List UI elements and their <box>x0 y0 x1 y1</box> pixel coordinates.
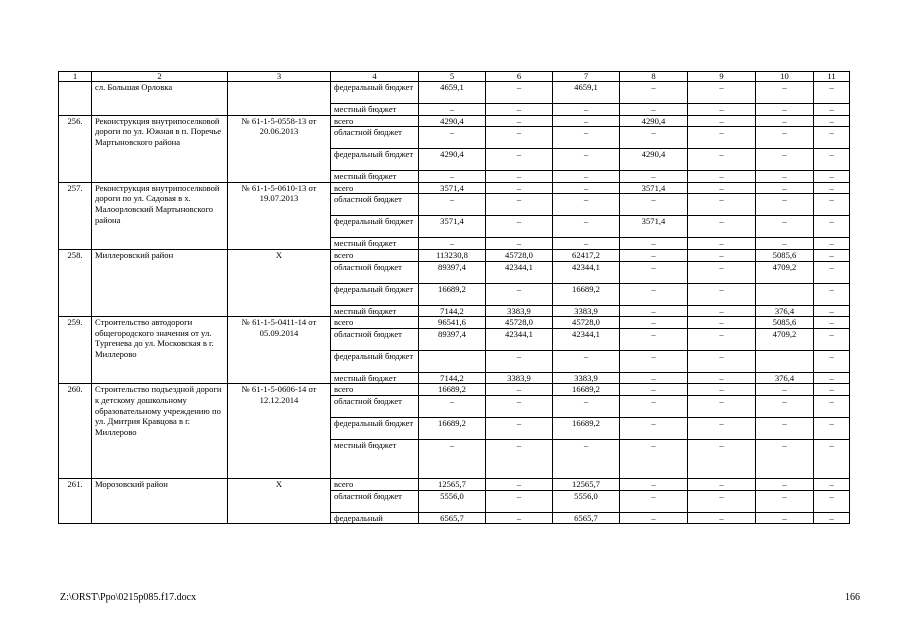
document-number: № 61-1-5-0610-13 от 19.07.2013 <box>228 182 331 249</box>
value-cell: 3571,4 <box>620 182 688 194</box>
value-cell: – <box>756 490 814 512</box>
funding-type: областной бюджет <box>331 490 419 512</box>
value-cell: – <box>620 317 688 329</box>
value-cell: – <box>553 104 620 116</box>
table-row <box>59 249 850 261</box>
object-name: Строительство подъездной дороги к детскому дошкольному образовательному учреждению по ул. Дмитрия Кравцова в г. Миллерово <box>92 384 228 479</box>
value-cell: – <box>688 171 756 183</box>
value-cell: – <box>419 194 486 216</box>
row-number: 259. <box>59 317 92 384</box>
value-cell: – <box>486 115 553 127</box>
funding-type: всего <box>331 384 419 396</box>
value-cell: 4659,1 <box>419 82 486 104</box>
value-cell: 6565,7 <box>553 512 620 524</box>
funding-type: федеральный <box>331 512 419 524</box>
value-cell: – <box>756 384 814 396</box>
value-cell: – <box>814 384 850 396</box>
value-cell: – <box>419 238 486 250</box>
value-cell: 42344,1 <box>553 328 620 350</box>
value-cell: – <box>486 395 553 417</box>
value-cell: – <box>814 490 850 512</box>
value-cell: – <box>756 395 814 417</box>
value-cell <box>419 350 486 372</box>
value-cell: 3383,9 <box>486 305 553 317</box>
value-cell: – <box>688 115 756 127</box>
value-cell: 4290,4 <box>620 115 688 127</box>
value-cell: – <box>814 149 850 171</box>
value-cell: – <box>620 439 688 478</box>
value-cell: – <box>620 104 688 116</box>
funding-type: областной бюджет <box>331 261 419 283</box>
value-cell: – <box>553 238 620 250</box>
value-cell: – <box>756 149 814 171</box>
table-row <box>59 478 850 490</box>
value-cell: 96541,6 <box>419 317 486 329</box>
value-cell: – <box>486 82 553 104</box>
value-cell: – <box>620 372 688 384</box>
value-cell: – <box>814 261 850 283</box>
value-cell: – <box>553 439 620 478</box>
value-cell: – <box>620 82 688 104</box>
table-row <box>59 82 850 104</box>
value-cell: – <box>756 512 814 524</box>
row-number: 258. <box>59 249 92 316</box>
funding-type: местный бюджет <box>331 372 419 384</box>
value-cell: – <box>688 384 756 396</box>
value-cell: – <box>688 104 756 116</box>
value-cell: – <box>814 238 850 250</box>
value-cell: – <box>419 395 486 417</box>
value-cell: – <box>814 249 850 261</box>
value-cell: – <box>553 149 620 171</box>
object-name: Миллеровский район <box>92 249 228 316</box>
object-name: Реконструкция внутрипоселковой дороги по ул. Южная в п. Поречье Мартыновского района <box>92 115 228 182</box>
row-number: 256. <box>59 115 92 182</box>
value-cell: 376,4 <box>756 305 814 317</box>
table-row <box>59 317 850 329</box>
file-path: Z:\ORST\Ppo\0215p085.f17.docx <box>60 592 197 603</box>
value-cell: – <box>553 182 620 194</box>
value-cell: – <box>486 104 553 116</box>
document-number: № 61-1-5-0606-14 от 12.12.2014 <box>228 384 331 479</box>
header-row <box>59 72 850 82</box>
value-cell: – <box>688 490 756 512</box>
value-cell: 12565,7 <box>553 478 620 490</box>
value-cell: 4290,4 <box>419 115 486 127</box>
value-cell: – <box>620 490 688 512</box>
value-cell: 376,4 <box>756 372 814 384</box>
value-cell: – <box>486 171 553 183</box>
object-name: сл. Большая Орловка <box>92 82 228 116</box>
header-cell: 4 <box>331 72 419 82</box>
funding-type: местный бюджет <box>331 305 419 317</box>
funding-type: всего <box>331 249 419 261</box>
value-cell <box>756 283 814 305</box>
value-cell: 4709,2 <box>756 261 814 283</box>
value-cell: – <box>756 82 814 104</box>
value-cell: – <box>688 149 756 171</box>
value-cell: – <box>814 115 850 127</box>
value-cell: – <box>688 238 756 250</box>
funding-type: федеральный бюджет <box>331 350 419 372</box>
value-cell: – <box>814 350 850 372</box>
funding-type: всего <box>331 317 419 329</box>
value-cell: 16689,2 <box>419 283 486 305</box>
value-cell: – <box>620 395 688 417</box>
value-cell: 12565,7 <box>419 478 486 490</box>
value-cell: – <box>814 512 850 524</box>
value-cell: – <box>553 395 620 417</box>
value-cell: – <box>486 283 553 305</box>
value-cell: – <box>620 417 688 439</box>
funding-type: местный бюджет <box>331 104 419 116</box>
header-cell: 6 <box>486 72 553 82</box>
funding-type: областной бюджет <box>331 127 419 149</box>
value-cell: – <box>419 127 486 149</box>
value-cell: – <box>688 417 756 439</box>
value-cell: – <box>814 216 850 238</box>
funding-type: областной бюджет <box>331 194 419 216</box>
value-cell: – <box>688 194 756 216</box>
value-cell: 16689,2 <box>553 417 620 439</box>
header-cell: 7 <box>553 72 620 82</box>
value-cell: – <box>756 182 814 194</box>
header-cell: 1 <box>59 72 92 82</box>
value-cell: – <box>419 171 486 183</box>
value-cell: 4290,4 <box>620 149 688 171</box>
value-cell: – <box>814 372 850 384</box>
funding-type: местный бюджет <box>331 439 419 478</box>
value-cell: 5556,0 <box>553 490 620 512</box>
value-cell: – <box>756 171 814 183</box>
value-cell: – <box>756 478 814 490</box>
value-cell: – <box>756 216 814 238</box>
value-cell: – <box>620 283 688 305</box>
value-cell: – <box>486 216 553 238</box>
row-number <box>59 82 92 116</box>
object-name: Морозовский район <box>92 478 228 523</box>
value-cell: 3571,4 <box>419 216 486 238</box>
value-cell <box>756 350 814 372</box>
value-cell: – <box>814 328 850 350</box>
funding-type: областной бюджет <box>331 328 419 350</box>
value-cell: – <box>620 478 688 490</box>
value-cell: – <box>688 82 756 104</box>
value-cell: – <box>756 417 814 439</box>
value-cell: – <box>814 317 850 329</box>
funding-type: всего <box>331 115 419 127</box>
value-cell: 16689,2 <box>419 384 486 396</box>
value-cell: – <box>688 216 756 238</box>
value-cell: – <box>688 283 756 305</box>
funding-type: всего <box>331 182 419 194</box>
value-cell: – <box>814 395 850 417</box>
value-cell: 16689,2 <box>553 283 620 305</box>
value-cell: – <box>620 384 688 396</box>
object-name: Реконструкция внутрипоселковой дороги по ул. Садовая в х. Малоорловский Мартыновского района <box>92 182 228 249</box>
value-cell: – <box>486 238 553 250</box>
value-cell: 3383,9 <box>553 305 620 317</box>
funding-type: местный бюджет <box>331 171 419 183</box>
value-cell: 113230,8 <box>419 249 486 261</box>
value-cell: – <box>620 249 688 261</box>
value-cell: 45728,0 <box>553 317 620 329</box>
value-cell: – <box>486 182 553 194</box>
value-cell: – <box>620 127 688 149</box>
object-name: Строительство автодороги общегородского значения от ул. Тургенева до ул. Московская в г. Миллерово <box>92 317 228 384</box>
funding-type: всего <box>331 478 419 490</box>
value-cell: – <box>688 305 756 317</box>
value-cell: 42344,1 <box>486 328 553 350</box>
value-cell: – <box>553 127 620 149</box>
value-cell: – <box>688 439 756 478</box>
value-cell: 5085,6 <box>756 249 814 261</box>
value-cell: – <box>553 171 620 183</box>
value-cell: 42344,1 <box>486 261 553 283</box>
value-cell: – <box>419 439 486 478</box>
value-cell: – <box>620 194 688 216</box>
table-row <box>59 182 850 194</box>
value-cell: – <box>688 512 756 524</box>
table-row <box>59 384 850 396</box>
value-cell: 3571,4 <box>620 216 688 238</box>
document-number <box>228 82 331 116</box>
value-cell: – <box>486 384 553 396</box>
value-cell: – <box>814 104 850 116</box>
header-cell: 5 <box>419 72 486 82</box>
value-cell: 3571,4 <box>419 182 486 194</box>
value-cell: 45728,0 <box>486 317 553 329</box>
value-cell: – <box>620 305 688 317</box>
value-cell: – <box>486 149 553 171</box>
value-cell: – <box>486 490 553 512</box>
row-number: 257. <box>59 182 92 249</box>
document-number: Х <box>228 249 331 316</box>
value-cell: – <box>688 350 756 372</box>
value-cell: 45728,0 <box>486 249 553 261</box>
value-cell: 7144,2 <box>419 305 486 317</box>
value-cell: 42344,1 <box>553 261 620 283</box>
value-cell: 3383,9 <box>553 372 620 384</box>
value-cell: – <box>688 478 756 490</box>
row-number: 260. <box>59 384 92 479</box>
page-number: 166 <box>845 592 860 603</box>
value-cell: – <box>553 350 620 372</box>
value-cell: 62417,2 <box>553 249 620 261</box>
value-cell: 16689,2 <box>553 384 620 396</box>
funding-type: местный бюджет <box>331 238 419 250</box>
funding-type: федеральный бюджет <box>331 82 419 104</box>
value-cell: 3383,9 <box>486 372 553 384</box>
value-cell: – <box>688 261 756 283</box>
value-cell: – <box>756 104 814 116</box>
value-cell: 4659,1 <box>553 82 620 104</box>
document-number: № 61-1-5-0411-14 от 05.09.2014 <box>228 317 331 384</box>
header-cell: 10 <box>756 72 814 82</box>
header-cell: 9 <box>688 72 756 82</box>
value-cell: – <box>688 182 756 194</box>
value-cell: 5085,6 <box>756 317 814 329</box>
value-cell: – <box>419 104 486 116</box>
value-cell: – <box>756 238 814 250</box>
value-cell: – <box>814 82 850 104</box>
value-cell: – <box>486 350 553 372</box>
budget-table <box>58 71 850 524</box>
value-cell: 7144,2 <box>419 372 486 384</box>
value-cell: – <box>814 417 850 439</box>
value-cell: – <box>620 238 688 250</box>
value-cell: – <box>814 305 850 317</box>
header-cell: 8 <box>620 72 688 82</box>
document-number: № 61-1-5-0558-13 от 20.06.2013 <box>228 115 331 182</box>
value-cell: – <box>553 194 620 216</box>
value-cell: – <box>620 261 688 283</box>
value-cell: – <box>756 127 814 149</box>
value-cell: – <box>553 216 620 238</box>
value-cell: 89397,4 <box>419 328 486 350</box>
value-cell: – <box>620 350 688 372</box>
value-cell: – <box>756 194 814 216</box>
value-cell: – <box>814 182 850 194</box>
value-cell: – <box>814 171 850 183</box>
value-cell: – <box>620 171 688 183</box>
funding-type: федеральный бюджет <box>331 216 419 238</box>
value-cell: – <box>756 439 814 478</box>
value-cell: 6565,7 <box>419 512 486 524</box>
value-cell: 4709,2 <box>756 328 814 350</box>
value-cell: – <box>814 439 850 478</box>
value-cell: – <box>756 115 814 127</box>
value-cell: – <box>486 194 553 216</box>
value-cell: – <box>688 317 756 329</box>
value-cell: – <box>688 127 756 149</box>
value-cell: – <box>814 194 850 216</box>
value-cell: – <box>814 478 850 490</box>
funding-type: федеральный бюджет <box>331 149 419 171</box>
value-cell: – <box>486 417 553 439</box>
value-cell: – <box>814 127 850 149</box>
value-cell: – <box>486 478 553 490</box>
value-cell: – <box>553 115 620 127</box>
value-cell: – <box>620 512 688 524</box>
funding-type: областной бюджет <box>331 395 419 417</box>
value-cell: – <box>814 283 850 305</box>
value-cell: 4290,4 <box>419 149 486 171</box>
header-cell: 3 <box>228 72 331 82</box>
funding-type: федеральный бюджет <box>331 283 419 305</box>
value-cell: – <box>486 127 553 149</box>
value-cell: – <box>688 372 756 384</box>
header-cell: 11 <box>814 72 850 82</box>
funding-type: федеральный бюджет <box>331 417 419 439</box>
value-cell: – <box>688 328 756 350</box>
value-cell: – <box>486 512 553 524</box>
header-cell: 2 <box>92 72 228 82</box>
value-cell: – <box>688 395 756 417</box>
document-number: Х <box>228 478 331 523</box>
value-cell: 5556,0 <box>419 490 486 512</box>
value-cell: – <box>688 249 756 261</box>
value-cell: – <box>486 439 553 478</box>
row-number: 261. <box>59 478 92 523</box>
value-cell: 89397,4 <box>419 261 486 283</box>
table-row <box>59 115 850 127</box>
value-cell: – <box>620 328 688 350</box>
value-cell: 16689,2 <box>419 417 486 439</box>
